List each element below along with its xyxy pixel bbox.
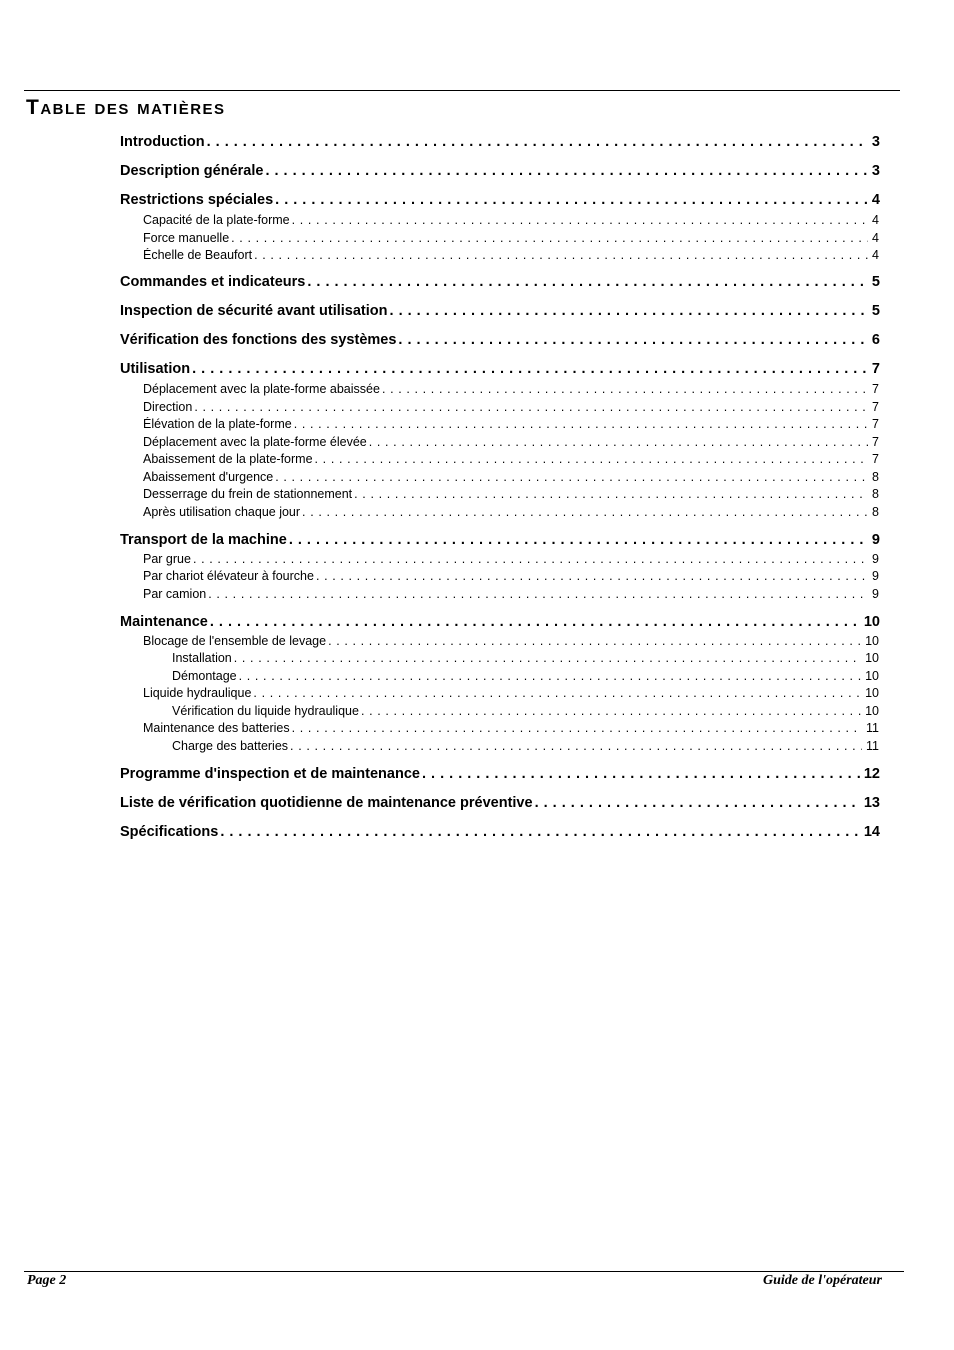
toc-leader-dots	[292, 213, 868, 227]
footer-document-title: Guide de l'opérateur	[763, 1273, 882, 1288]
toc-entry-label: Description générale	[120, 163, 264, 179]
toc-entry[interactable]	[120, 134, 880, 150]
toc-entry-page: 8	[872, 505, 879, 519]
toc-leader-dots	[422, 766, 860, 782]
toc-entry-label: Déplacement avec la plate-forme élevée	[143, 435, 367, 449]
toc-entry-page: 4	[872, 213, 879, 227]
toc-entry-label: Vérification des fonctions des systèmes	[120, 332, 397, 348]
toc-leader-dots	[307, 274, 868, 290]
toc-entry[interactable]	[120, 634, 880, 648]
toc-entry[interactable]	[120, 739, 880, 753]
toc-entry-label: Spécifications	[120, 824, 219, 840]
toc-entry-label: Élévation de la plate-forme	[143, 417, 292, 431]
toc-leader-dots	[292, 721, 862, 735]
toc-entry-label: Par camion	[143, 587, 207, 601]
toc-entry-page: 3	[871, 134, 880, 150]
toc-entry[interactable]	[120, 248, 880, 262]
toc-leader-dots	[290, 739, 862, 753]
toc-entry-page: 9	[872, 569, 879, 583]
toc-entry-page: 10	[865, 651, 879, 665]
toc-entry-label: Après utilisation chaque jour	[143, 505, 301, 519]
toc-leader-dots	[294, 417, 868, 431]
toc-entry-label: Introduction	[120, 134, 205, 150]
toc-leader-dots	[254, 248, 868, 262]
toc-entry[interactable]	[120, 382, 880, 396]
toc-entry[interactable]	[120, 669, 880, 683]
toc-entry-label: Charge des batteries	[172, 739, 289, 753]
toc-entry[interactable]	[120, 231, 880, 245]
toc-entry-label: Direction	[143, 400, 193, 414]
toc-leader-dots	[220, 824, 860, 840]
toc-entry-page: 10	[865, 669, 879, 683]
toc-entry-page: 10	[863, 614, 880, 630]
toc-leader-dots	[382, 382, 868, 396]
toc-entry-label: Par chariot élévateur à fourche	[143, 569, 314, 583]
page-title: Table des matières	[26, 96, 226, 119]
toc-leader-dots	[302, 505, 868, 519]
toc-entry[interactable]	[120, 303, 880, 319]
toc-entry-page: 6	[871, 332, 880, 348]
toc-entry[interactable]	[120, 417, 880, 431]
toc-leader-dots	[390, 303, 868, 319]
toc-entry[interactable]	[120, 651, 880, 665]
toc-entry[interactable]	[120, 435, 880, 449]
toc-entry-label: Restrictions spéciales	[120, 192, 274, 208]
toc-entry-label: Vérification du liquide hydraulique	[172, 704, 359, 718]
toc-entry[interactable]	[120, 686, 880, 700]
toc-entry-page: 11	[866, 739, 879, 753]
toc-leader-dots	[231, 231, 868, 245]
toc-entry[interactable]	[120, 824, 880, 840]
toc-entry-label: Par grue	[143, 552, 191, 566]
toc-entry-page: 8	[872, 487, 879, 501]
toc-entry[interactable]	[120, 795, 880, 811]
toc-entry-page: 4	[872, 248, 879, 262]
toc-entry-page: 8	[872, 470, 879, 484]
toc-entry-label: Maintenance	[120, 614, 208, 630]
toc-leader-dots	[398, 332, 868, 348]
toc-entry-label: Liste de vérification quotidienne de maintenance préventive	[120, 795, 533, 811]
toc-leader-dots	[289, 532, 868, 548]
toc-leader-dots	[210, 614, 860, 630]
toc-leader-dots	[234, 651, 861, 665]
toc-leader-dots	[275, 192, 868, 208]
toc-leader-dots	[354, 487, 868, 501]
toc-entry[interactable]	[120, 192, 880, 208]
toc-leader-dots	[275, 470, 868, 484]
toc-entry[interactable]	[120, 721, 880, 735]
toc-entry[interactable]	[120, 487, 880, 501]
toc-entry[interactable]	[120, 569, 880, 583]
toc-leader-dots	[193, 552, 868, 566]
toc-leader-dots	[535, 795, 860, 811]
toc-entry[interactable]	[120, 704, 880, 718]
footer-page-number: Page 2	[27, 1273, 67, 1288]
toc-entry-page: 4	[872, 231, 879, 245]
toc-entry-label: Inspection de sécurité avant utilisation	[120, 303, 388, 319]
toc-entry-page: 9	[872, 587, 879, 601]
toc-entry-page: 10	[865, 634, 879, 648]
toc-entry-label: Abaissement d'urgence	[143, 470, 274, 484]
toc-entry[interactable]	[120, 274, 880, 290]
toc-leader-dots	[208, 587, 868, 601]
toc-entry-label: Desserrage du frein de stationnement	[143, 487, 353, 501]
toc-entry-page: 7	[872, 452, 879, 466]
toc-entry-page: 10	[865, 704, 879, 718]
header-rule	[24, 90, 900, 91]
toc-entry-label: Échelle de Beaufort	[143, 248, 253, 262]
toc-entry-label: Force manuelle	[143, 231, 230, 245]
toc-leader-dots	[207, 134, 868, 150]
toc-entry[interactable]	[120, 587, 880, 601]
toc-entry[interactable]	[120, 614, 880, 630]
toc-entry[interactable]	[120, 163, 880, 179]
toc-entry[interactable]	[120, 470, 880, 484]
toc-entry-page: 13	[863, 795, 880, 811]
toc-entry-label: Programme d'inspection et de maintenance	[120, 766, 420, 782]
toc-leader-dots	[316, 569, 868, 583]
toc-entry-page: 7	[872, 435, 879, 449]
toc-entry[interactable]	[120, 505, 880, 519]
toc-entry-page: 3	[871, 163, 880, 179]
toc-entry-page: 5	[871, 303, 880, 319]
toc-entry-page: 12	[863, 766, 880, 782]
toc-entry-label: Démontage	[172, 669, 237, 683]
toc-entry-page: 9	[871, 532, 880, 548]
toc-entry-page: 7	[872, 400, 879, 414]
toc-leader-dots	[253, 686, 861, 700]
toc-entry-label: Déplacement avec la plate-forme abaissée	[143, 382, 380, 396]
toc-entry[interactable]	[120, 766, 880, 782]
toc-entry[interactable]	[120, 332, 880, 348]
toc-entry-label: Transport de la machine	[120, 532, 287, 548]
toc-leader-dots	[265, 163, 867, 179]
toc-entry[interactable]	[120, 552, 880, 566]
toc-entry-label: Utilisation	[120, 361, 191, 377]
toc-entry-label: Liquide hydraulique	[143, 686, 252, 700]
toc-entry-label: Installation	[172, 651, 232, 665]
toc-entry-page: 14	[863, 824, 880, 840]
toc-entry[interactable]	[120, 213, 880, 227]
toc-leader-dots	[361, 704, 861, 718]
toc-leader-dots	[315, 452, 869, 466]
toc-entry-page: 11	[866, 721, 879, 735]
toc-leader-dots	[328, 634, 861, 648]
toc-entry-label: Maintenance des batteries	[143, 721, 290, 735]
toc-leader-dots	[239, 669, 861, 683]
toc-entry-page: 7	[872, 417, 879, 431]
toc-entry-label: Abaissement de la plate-forme	[143, 452, 313, 466]
toc-entry[interactable]	[120, 400, 880, 414]
toc-entry[interactable]	[120, 361, 880, 377]
toc-entry-label: Commandes et indicateurs	[120, 274, 306, 290]
footer-rule	[24, 1271, 904, 1272]
toc-leader-dots	[194, 400, 868, 414]
toc-leader-dots	[192, 361, 868, 377]
toc-entry[interactable]	[120, 532, 880, 548]
toc-entry-label: Capacité de la plate-forme	[143, 213, 290, 227]
toc-leader-dots	[369, 435, 868, 449]
toc-entry-page: 4	[871, 192, 880, 208]
toc-entry-page: 10	[865, 686, 879, 700]
toc-entry-page: 7	[872, 382, 879, 396]
toc-entry-page: 9	[872, 552, 879, 566]
toc-entry-label: Blocage de l'ensemble de levage	[143, 634, 327, 648]
toc-entry[interactable]	[120, 452, 880, 466]
toc-entry-page: 5	[871, 274, 880, 290]
toc-entry-page: 7	[871, 361, 880, 377]
